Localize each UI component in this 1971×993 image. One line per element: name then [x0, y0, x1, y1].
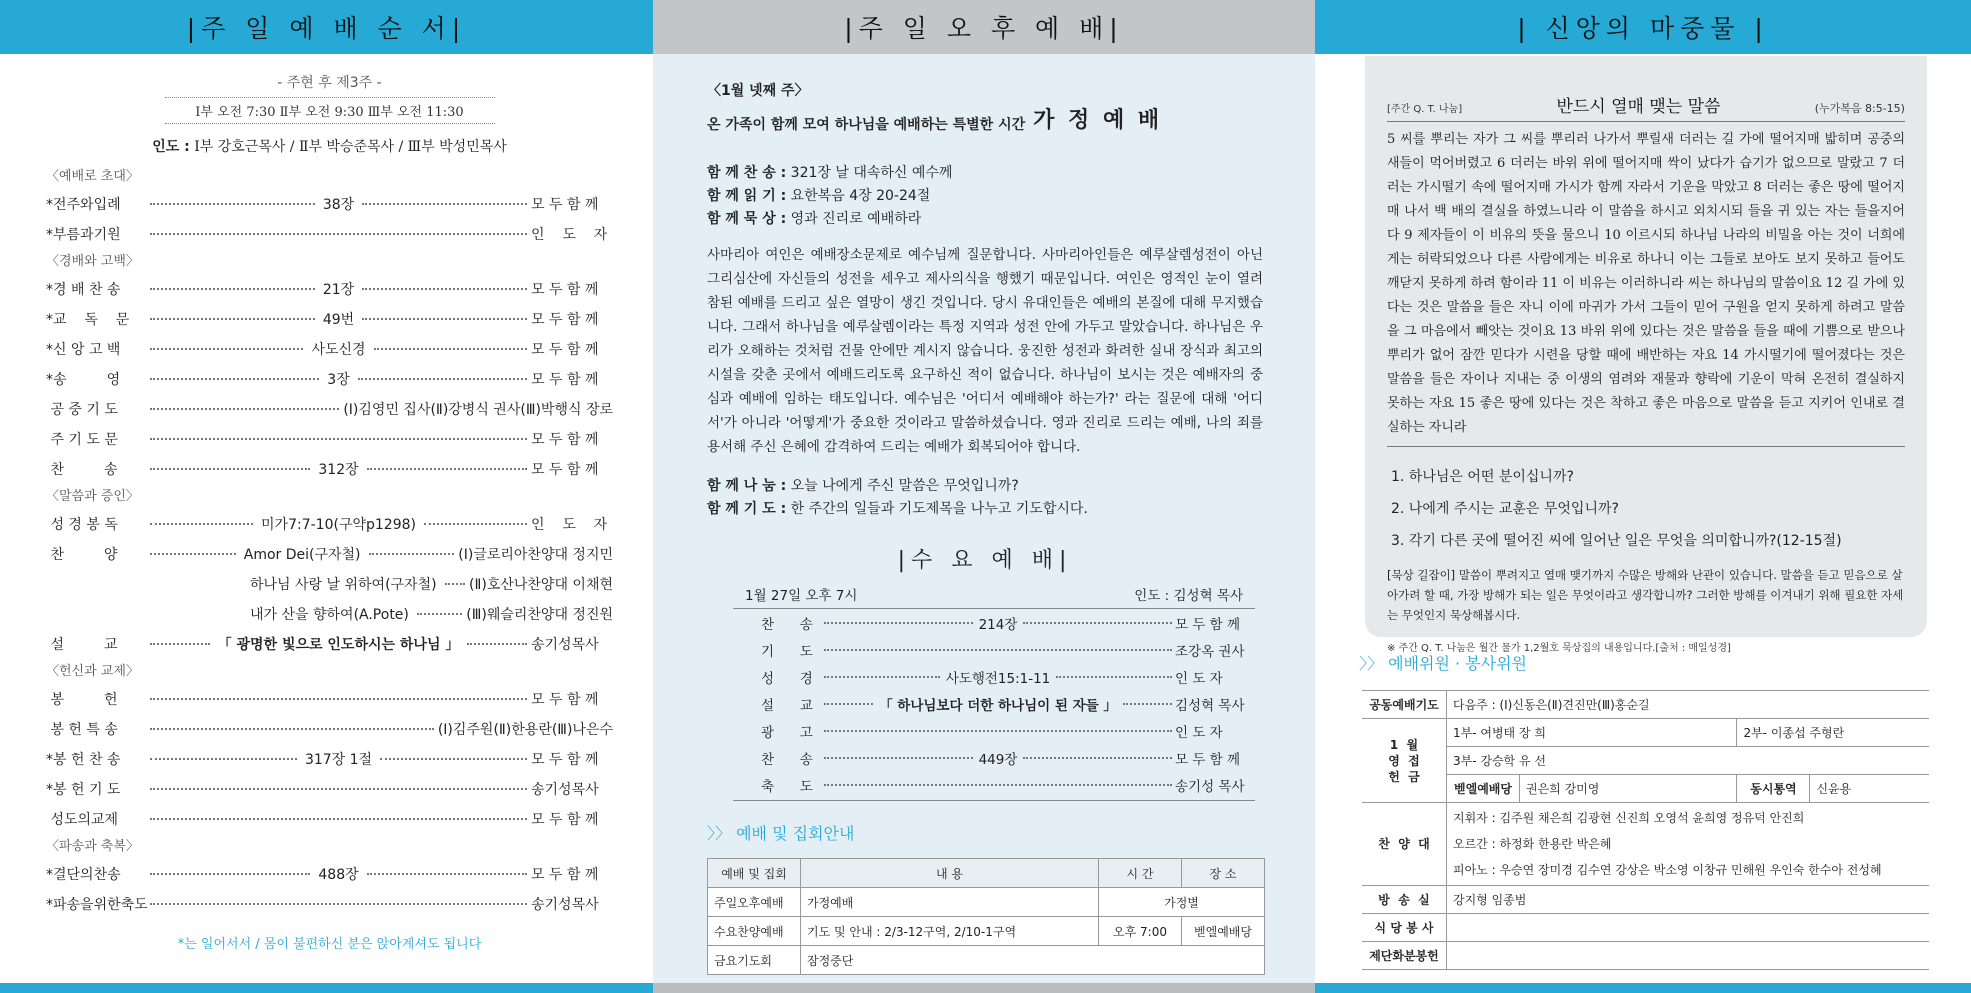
order-person: 모 두 함 께	[531, 372, 599, 388]
table-row	[1362, 747, 1929, 775]
line-value: 오늘 나에게 주신 말씀은 무엇입니까?	[790, 478, 1019, 494]
order-label: 봉 헌 특 송	[46, 722, 118, 738]
order-detail: 「 광명한 빛으로 인도하시는 하나님 」	[217, 637, 460, 653]
order-detail: 미가7:7-10(구약p1298)	[261, 517, 416, 533]
qt-header	[1387, 92, 1905, 122]
line-value: 한 주간의 일들과 기도제목을 나누고 기도합시다.	[790, 501, 1088, 517]
row-label: 찬 양 대	[1362, 803, 1447, 886]
cell: 금요기도회	[708, 946, 801, 975]
cell: 권은희 강미영	[1520, 775, 1737, 803]
order-row	[46, 599, 613, 629]
cell: 오후 7:00	[1099, 917, 1182, 946]
order-row	[46, 304, 613, 334]
dot-leader	[1023, 622, 1172, 624]
cell: 잠정중단	[801, 946, 1265, 975]
order-person: 모 두 함 께	[531, 812, 599, 828]
order-label: *교 독 문	[46, 312, 130, 328]
family-worship-headline	[707, 103, 1263, 134]
table-row	[1362, 719, 1929, 747]
order-label: 공 중 기 도	[46, 402, 118, 418]
dot-leader	[362, 288, 527, 290]
order-person: 김성혁 목사	[1175, 697, 1245, 714]
order-person: 모 두 함 께	[531, 282, 599, 298]
wednesday-order	[733, 584, 1255, 801]
order-person: (Ⅱ)호산나찬양대 이채현	[469, 577, 613, 593]
row-label: 제단화분봉헌	[1362, 942, 1447, 970]
qt-questions	[1391, 461, 1905, 557]
dot-leader	[150, 818, 527, 820]
order-label: 기 도	[761, 643, 813, 660]
order-detail: Amor Dei(구자철)	[243, 547, 361, 563]
dot-leader	[150, 318, 315, 320]
qt-title: 반드시 열매 맺는 말씀	[1556, 97, 1721, 117]
order-person: 모 두 함 께	[1175, 751, 1241, 768]
order-person: 인 도 자	[1175, 670, 1223, 687]
dot-leader	[150, 553, 236, 555]
service-leaders	[46, 136, 613, 156]
order-detail: 312장	[318, 462, 359, 478]
order-person: 인 도 자	[531, 227, 608, 243]
order-label: *봉 헌 찬 송	[46, 752, 121, 768]
qt-box	[1365, 56, 1927, 654]
order-label: *경 배 찬 송	[46, 282, 121, 298]
line-value: 요한복음 4장 20-24절	[790, 188, 931, 204]
order-detail: 49번	[322, 312, 355, 328]
dot-leader	[150, 378, 319, 380]
dot-leader	[417, 613, 462, 615]
leaders-label: 인도 :	[152, 139, 190, 155]
dot-leader	[824, 649, 1172, 651]
choir-line: 지휘자 : 김주원 채은희 김광현 신진희 오영석 윤희영 정유덕 안진희	[1453, 811, 1805, 825]
wednesday-row	[733, 717, 1255, 744]
notice-section-title: 〉〉 예배 및 집회안내	[707, 824, 855, 843]
order-row	[46, 334, 613, 364]
row-label: 방 송 실	[1362, 886, 1447, 914]
line-item	[707, 498, 1263, 521]
wednesday-header	[733, 584, 1255, 609]
section-heading: 〈말씀과 증인〉	[46, 489, 139, 504]
order-person: 모 두 함 께	[531, 312, 599, 328]
cell: 기도 및 안내 : 2/3-12구역, 2/10-1구역	[801, 917, 1099, 946]
order-detail: 21장	[322, 282, 355, 298]
question-item: 1. 하나님은 어떤 분이십니까?	[1391, 469, 1574, 485]
header-cell: 예배 및 집회	[708, 859, 801, 888]
order-row	[46, 424, 613, 454]
choir-line: 오르간 : 하정화 한용란 박은혜	[1453, 837, 1612, 851]
worship-order-panel	[0, 0, 653, 993]
dot-leader	[445, 583, 465, 585]
order-label: 찬 송	[46, 462, 118, 478]
wednesday-row	[733, 636, 1255, 663]
order-person: (Ⅲ)웨슬리찬양대 정진원	[466, 607, 613, 623]
order-row	[46, 189, 613, 219]
order-row	[46, 539, 613, 569]
footer-bar	[653, 983, 1315, 993]
order-label: *봉 헌 기 도	[46, 782, 121, 798]
dot-leader	[369, 553, 455, 555]
dot-leader	[150, 698, 527, 700]
order-row	[46, 774, 613, 804]
dot-leader	[424, 523, 527, 525]
dot-leader	[150, 873, 310, 875]
order-detail: 하나님 사랑 날 위하여(구자철)	[250, 577, 437, 593]
cell: 신윤용	[1810, 775, 1929, 803]
table-row	[1362, 691, 1929, 719]
order-label: *파송을위한축도	[46, 897, 148, 913]
order-label: 광 고	[761, 724, 813, 741]
order-row	[46, 454, 613, 484]
order-row	[46, 219, 613, 249]
order-detail: 사도행전15:1-11	[945, 670, 1051, 687]
dot-leader	[150, 643, 210, 645]
order-label: 축 도	[761, 778, 813, 795]
dot-leader	[824, 622, 973, 624]
cell	[1447, 914, 1930, 942]
family-worship-lines	[707, 162, 1263, 231]
dot-leader	[150, 438, 527, 440]
section-heading: 〈헌신과 교제〉	[46, 664, 139, 679]
cell: 1부- 여병태 장 희	[1447, 719, 1737, 747]
wednesday-row	[733, 690, 1255, 717]
order-detail: 내가 산을 향하여(A.Pote)	[250, 607, 409, 623]
row-label: 식 당 봉 사	[1362, 914, 1447, 942]
table-row	[708, 888, 1265, 917]
headline-big: 가 정 예 배	[1033, 108, 1163, 133]
order-person: 송기성목사	[531, 782, 599, 798]
order-row	[46, 629, 613, 659]
afternoon-worship-title: |주 일 오 후 예 배|	[653, 0, 1315, 54]
order-person: 모 두 함 께	[531, 197, 599, 213]
order-label: 성도의교제	[46, 812, 119, 828]
qt-source: ※ 주간 Q. T. 나눔은 월간 물가 1,2월호 묵상집의 내용입니다.[출처 : 매일성경]	[1387, 643, 1731, 654]
section-heading: 〈경배와 고백〉	[46, 254, 139, 269]
table-header-row	[708, 859, 1265, 888]
wednesday-rows	[733, 609, 1255, 798]
order-detail: 488장	[318, 867, 359, 883]
order-row	[46, 804, 613, 834]
line-key: 함 께 묵 상 :	[707, 211, 787, 227]
divider	[733, 800, 1255, 801]
line-key: 함 께 찬 송 :	[707, 165, 787, 181]
order-label: *부름과기원	[46, 227, 121, 243]
order-person: 모 두 함 께	[531, 462, 599, 478]
dot-leader	[824, 703, 873, 705]
cell: 가정별	[1099, 888, 1265, 917]
order-label: 설 교	[46, 637, 118, 653]
faith-panel-title: | 신앙의 마중물 |	[1315, 0, 1971, 54]
order-row	[46, 714, 613, 744]
table-row	[1362, 775, 1929, 803]
question-item: 3. 각기 다른 곳에 떨어진 씨에 일어난 일은 무엇을 의미합니까?(12-15절)	[1391, 533, 1842, 549]
order-person: 모 두 함 께	[531, 432, 599, 448]
dot-leader	[150, 758, 297, 760]
order-person: 송기성 목사	[1175, 778, 1245, 795]
table-row	[708, 917, 1265, 946]
order-label: 찬 송	[761, 616, 813, 633]
table-row	[1362, 942, 1929, 970]
dot-leader	[150, 523, 253, 525]
order-person: (Ⅰ)김주원(Ⅱ)한용란(Ⅲ)나은수	[437, 722, 613, 738]
church-season: - 주현 후 제3주 -	[277, 75, 382, 91]
order-label: *송 영	[46, 372, 121, 388]
wednesday-worship-title: |수 요 예 배|	[897, 548, 1073, 573]
row-label: 공동예배기도	[1362, 691, 1447, 719]
order-detail: 38장	[322, 197, 355, 213]
cell: 3부- 강승학 유 선	[1447, 747, 1930, 775]
leaders-names: Ⅰ부 강호근목사 / Ⅱ부 박승준목사 / Ⅲ부 박성민목사	[194, 139, 507, 155]
dot-leader	[824, 730, 1172, 732]
dot-leader	[358, 378, 527, 380]
wednesday-row	[733, 744, 1255, 771]
dot-leader	[362, 318, 527, 320]
wednesday-leader: 인도 : 김성혁 목사	[1134, 588, 1243, 604]
section-heading: 〈파송과 축복〉	[46, 839, 139, 854]
order-label: 성 경 봉 독	[46, 517, 118, 533]
order-row	[46, 684, 613, 714]
wednesday-row	[733, 771, 1255, 798]
order-label: 찬 양	[46, 547, 118, 563]
table-row	[1362, 914, 1929, 942]
header-cell: 내 용	[801, 859, 1099, 888]
cell: 가정예배	[801, 888, 1099, 917]
wednesday-row	[733, 609, 1255, 636]
order-person: (Ⅰ)김영민 집사(Ⅱ)강병식 권사(Ⅲ)박행식 장로	[343, 402, 613, 418]
week-label: 〈1월 넷째 주〉	[707, 83, 809, 99]
order-person: 모 두 함 께	[531, 867, 599, 883]
table-row	[1362, 886, 1929, 914]
line-item	[707, 185, 1263, 208]
headline-text: 온 가족이 함께 모여 하나님을 예배하는 특별한 시간	[707, 117, 1026, 133]
choir-line: 피아노 : 우승연 장미경 김수연 강상은 박소영 이창규 민해원 우인숙 한수아 전성혜	[1453, 863, 1882, 877]
line-item	[707, 208, 1263, 231]
standing-note: *는 일어서서 / 몸이 불편하신 분은 앉아계셔도 됩니다	[177, 937, 482, 952]
order-row	[46, 394, 613, 424]
line-key: 함 께 읽 기 :	[707, 188, 787, 204]
qt-scripture: 5 씨를 뿌리는 자가 그 씨를 뿌리러 나가서 뿌릴새 더러는 길 가에 떨어지매 밟히며 공중의 새들이 먹어버렸고 6 더러는 바위 위에 떨어지매 싹이 났다가 습기가 없으므로 말랐고 7 더러는 가시떨기 속에 떨어지매 가시가 함께 자라서 기운을 막았고 8 더러는 좋은 땅에 떨어지매 나서 백 배의 결실을 하였느니라 이 말씀을 하시고 외치시되 들을 귀 있는 자는 들을지어다 9 제자들이 이 비유의 뜻을 물으니 10 이르시되 하나님 나라의 비밀을 아는 것이 너희에게는 허락되었으나 다른 사람에게는 비유로 하나니 이는 그들로 보아도 보지 못하고 들어도 깨닫지 못하게 하려 함이라 11 이 비유는 이러하니라 씨는 하나님의 말씀이요 12 길 가에 있다는 것은 말씀을 들은 자니 이에 마귀가 가서 그들이 믿어 구원을 얻지 못하게 하려고 말씀을 그 마음에서 빼앗는 것이요 13 바위 위에 있다는 것은 말씀을 들을 때에 기쁨으로 받으나 뿌리가 없어 잠깐 믿다가 시련을 당할 때에 배반하는 자요 14 가시떨기에 떨어졌다는 것은 말씀을 들은 자이나 지내는 중 이생의 염려와 재물과 향락에 기운이 막혀 온전히 결실하지 못하는 자요 15 좋은 땅에 있다는 것은 착하고 좋은 마음으로 말씀을 듣고 지키어 인내로 결실하는 자니라	[1387, 128, 1905, 447]
dot-leader	[1056, 676, 1172, 678]
cell: 벧엘예배당	[1182, 917, 1265, 946]
order-person: 인 도 자	[531, 517, 608, 533]
order-detail: 사도신경	[311, 342, 366, 358]
staff-section-title: 〉〉 예배위원 · 봉사위원	[1359, 654, 1527, 673]
order-person: 모 두 함 께	[1175, 616, 1241, 633]
dot-leader	[150, 728, 434, 730]
faith-panel	[1315, 0, 1971, 993]
order-detail: 449장	[978, 751, 1018, 768]
worship-order-title: |주 일 예 배 순 서|	[0, 0, 653, 54]
dot-leader	[467, 643, 527, 645]
cell: 2부- 이종섭 주형란	[1737, 719, 1929, 747]
line-key: 함 께 나 눔 :	[707, 478, 787, 494]
order-label: *전주와입례	[46, 197, 121, 213]
order-person: 모 두 함 께	[531, 752, 599, 768]
sub-label: 벧엘예배당	[1447, 775, 1520, 803]
sub-label: 동시통역	[1737, 775, 1810, 803]
footer-bar	[1315, 983, 1971, 993]
order-label: 주 기 도 문	[46, 432, 118, 448]
dot-leader	[367, 468, 527, 470]
dot-leader	[824, 676, 940, 678]
order-detail: 214장	[978, 616, 1018, 633]
service-times: Ⅰ부 오전 7:30 Ⅱ부 오전 9:30 Ⅲ부 오전 11:30	[165, 97, 495, 124]
line-item	[707, 475, 1263, 498]
line-key: 함 께 기 도 :	[707, 501, 787, 517]
order-row	[46, 274, 613, 304]
notice-table	[707, 858, 1265, 975]
order-row	[46, 569, 613, 599]
dot-leader	[150, 903, 527, 905]
dot-leader	[150, 468, 310, 470]
order-label: 설 교	[761, 697, 813, 714]
dot-leader	[150, 788, 527, 790]
order-person: 인 도 자	[1175, 724, 1223, 741]
afternoon-worship-panel	[653, 0, 1315, 993]
cell	[1447, 803, 1930, 886]
order-row	[46, 364, 613, 394]
dot-leader	[150, 233, 527, 235]
order-person: 모 두 함 께	[531, 342, 599, 358]
order-label: 봉 헌	[46, 692, 118, 708]
cell: 다음주 : (Ⅰ)신동은(Ⅱ)견진만(Ⅲ)홍순길	[1447, 691, 1930, 719]
line-value: 영과 진리로 예배하라	[790, 211, 922, 227]
dot-leader	[150, 408, 339, 410]
line-item	[707, 162, 1263, 185]
cell: 주일오후예배	[708, 888, 801, 917]
dot-leader	[1023, 757, 1172, 759]
order-person: 송기성목사	[531, 637, 599, 653]
dot-leader	[380, 758, 527, 760]
wednesday-date: 1월 27일 오후 7시	[745, 588, 858, 604]
dot-leader	[824, 784, 1172, 786]
order-row	[46, 509, 613, 539]
dot-leader	[150, 288, 315, 290]
qt-reference: (누가복음 8:5-15)	[1814, 102, 1905, 115]
footer-bar	[0, 983, 653, 993]
order-person: 조강옥 권사	[1175, 643, 1245, 660]
dot-leader	[367, 873, 527, 875]
order-person: 송기성목사	[531, 897, 599, 913]
order-row	[46, 889, 613, 919]
table-row	[708, 946, 1265, 975]
qt-tag: [주간 Q. T. 나눔]	[1387, 104, 1463, 115]
dot-leader	[1123, 703, 1172, 705]
devotional-body: 사마리아 여인은 예배장소문제로 예수님께 질문합니다. 사마리아인들은 예루살렘성전이 아닌 그리심산에 자신들의 성전을 세우고 제사의식을 행했기 때문입니다. 여인은 영적인 눈이 열려 참된 예배를 드리고 싶은 열망이 생긴 것입니다. 당시 유대인들은 예배의 본질에 대해 무지했습니다. 그래서 하나님을 예루살렘이라는 특정 지역과 성전 안에 가두고 말았습니다. 하나님은 우리가 오해하는 것처럼 건물 안에만 계시지 않습니다. 웅진한 성전과 화려한 실내 장식과 최고의 시설을 갖춘 곳에서 예배드리도록 요구하신 적이 없습니다. 하나님이 보시는 것은 예배자의 중심과 예배에 임하는 태도입니다. 예수님은 '어디서 예배해야 하는가?' 라는 질문에 대해 '어디서'가 아니라 '어떻게'가 중요한 것이라고 말씀하셨습니다. 영과 진리로 드리는 예배, 나의 죄를 용서해 주신 은혜에 감격하여 드리는 예배가 회복되어야 합니다.	[707, 247, 1263, 455]
dot-leader	[374, 348, 527, 350]
share-lines	[707, 475, 1263, 521]
cell: 수요찬양예배	[708, 917, 801, 946]
dot-leader	[150, 348, 303, 350]
cell: 강지형 임종범	[1447, 886, 1930, 914]
order-label: 찬 송	[761, 751, 813, 768]
order-detail: 「 하나님보다 더한 하나님이 된 자들 」	[879, 697, 1117, 714]
question-item: 2. 나에게 주시는 교훈은 무엇입니까?	[1391, 501, 1619, 517]
qt-guide: [묵상 길잡이] 말씀이 뿌려지고 열매 맺기까지 수많은 방해와 난관이 있습니다. 말씀을 듣고 믿음으로 살아가려 할 때, 가장 방해가 되는 일은 무엇이라고 생각합니까? 그러한 방해를 이겨내기 위해 필요한 자세는 무엇인지 묵상해봅시다.	[1387, 568, 1904, 622]
dot-leader	[824, 757, 973, 759]
order-person: (Ⅰ)글로리아찬양대 정지민	[458, 547, 614, 563]
row-label: 1 월 영 접 헌 금	[1362, 719, 1447, 803]
order-row	[46, 859, 613, 889]
dot-leader	[150, 203, 315, 205]
cell	[1447, 942, 1930, 970]
section-heading: 〈예배로 초대〉	[46, 169, 139, 184]
order-detail: 3장	[327, 372, 350, 388]
dot-leader	[362, 203, 527, 205]
order-person: 모 두 함 께	[531, 692, 599, 708]
header-cell: 시 간	[1099, 859, 1182, 888]
header-cell: 장 소	[1182, 859, 1265, 888]
order-detail: 317장 1절	[304, 752, 373, 768]
line-value: 321장 날 대속하신 예수께	[790, 165, 953, 181]
staff-table	[1362, 690, 1929, 970]
order-label: *신 앙 고 백	[46, 342, 121, 358]
order-label: 성 경	[761, 670, 813, 687]
order-list	[46, 164, 613, 919]
table-row	[1362, 803, 1929, 886]
wednesday-row	[733, 663, 1255, 690]
order-row	[46, 744, 613, 774]
order-label: *결단의찬송	[46, 867, 121, 883]
